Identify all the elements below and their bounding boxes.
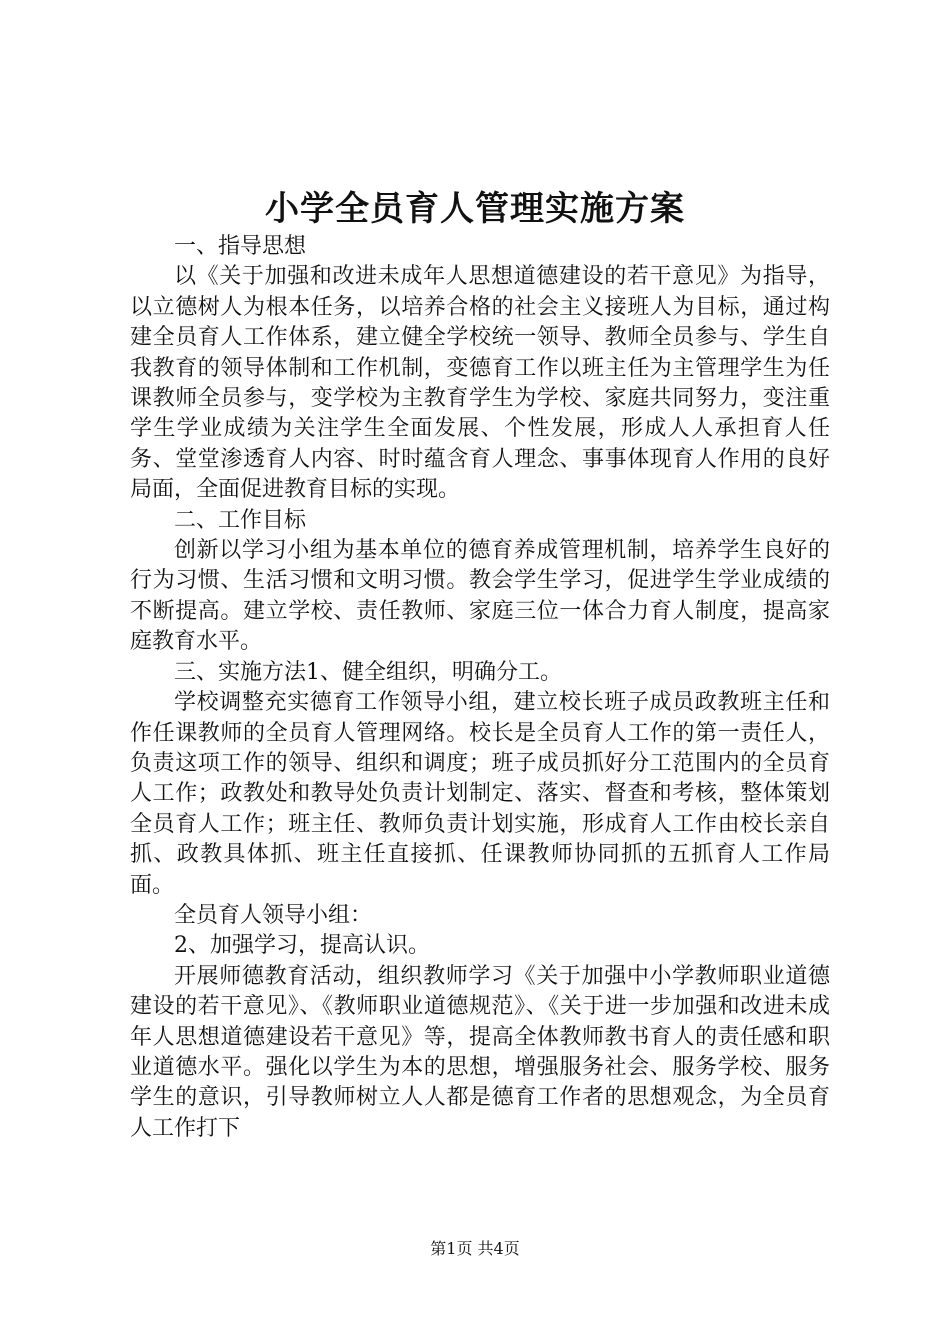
paragraph-work-goals: 创新以学习小组为基本单位的德育养成管理机制，培养学生良好的行为习惯、生活习惯和文明习惯。教会学生学习，促进学生学业成绩的不断提高。建立学校、责任教师、家庭三位一体合力育人制度，提高家庭教育水平。 <box>130 538 830 655</box>
section-heading-guiding-ideology: 一、指导思想 <box>174 234 307 259</box>
paragraph-organization: 学校调整充实德育工作领导小组，建立校长班子成员政教班主任和作任课教师的全员育人管理网络。校长是全员育人工作的第一责任人，负责这项工作的领导、组织和调度；班子成员抓好分工范围内的全员育人工作；政教处和教导处负责计划制定、落实、督查和考核，整体策划全员育人工作；班主任、教师负责计划实施，形成育人工作由校长亲自抓、政教具体抓、班主任直接抓、任课教师协同抓的五抓育人工作局面。 <box>130 690 830 898</box>
paragraph-leadership-group: 全员育人领导小组： <box>174 902 373 928</box>
subsection-heading-study: 2、加强学习，提高认识。 <box>174 933 430 959</box>
paragraph-guiding-ideology: 以《关于加强和改进未成年人思想道德建设的若干意见》为指导，以立德树人为根本任务，以培养合格的社会主义接班人为目标，通过构建全员育人工作体系，建立健全学校统一领导、教师全员参与、学生自我教育的领导体制和工作机制，变德育工作以班主任为主管理学生为任课教师全员参与，变学校为主教育学生为学校、家庭共同努力，变注重学生学业成绩为关注学生全面发展、个性发展，形成人人承担育人任务、堂堂渗透育人内容、时时蕴含育人理念、事事体现育人作用的良好局面，全面促进教育目标的实现。 <box>130 264 830 503</box>
section-heading-implementation: 三、实施方法1、健全组织，明确分工。 <box>174 659 562 685</box>
paragraph-teacher-ethics: 开展师德教育活动，组织教师学习《关于加强中小学教师职业道德建设的若干意见》、《教师职业道德规范》、《关于进一步加强和改进未成年人思想道德建设若干意见》等，提高全体教师教书育人的责任感和职业道德水平。强化以学生为本的思想，增强服务社会、服务学校、服务学生的意识，引导教师树立人人都是德育工作者的思想观念，为全员育人工作打下 <box>130 963 830 1141</box>
document-body <box>130 232 830 1144</box>
document-title: 小学全员育人管理实施方案 <box>265 189 685 229</box>
page-number-footer: 第1页 共4页 <box>430 1239 520 1258</box>
section-heading-work-goals: 二、工作目标 <box>174 507 307 533</box>
